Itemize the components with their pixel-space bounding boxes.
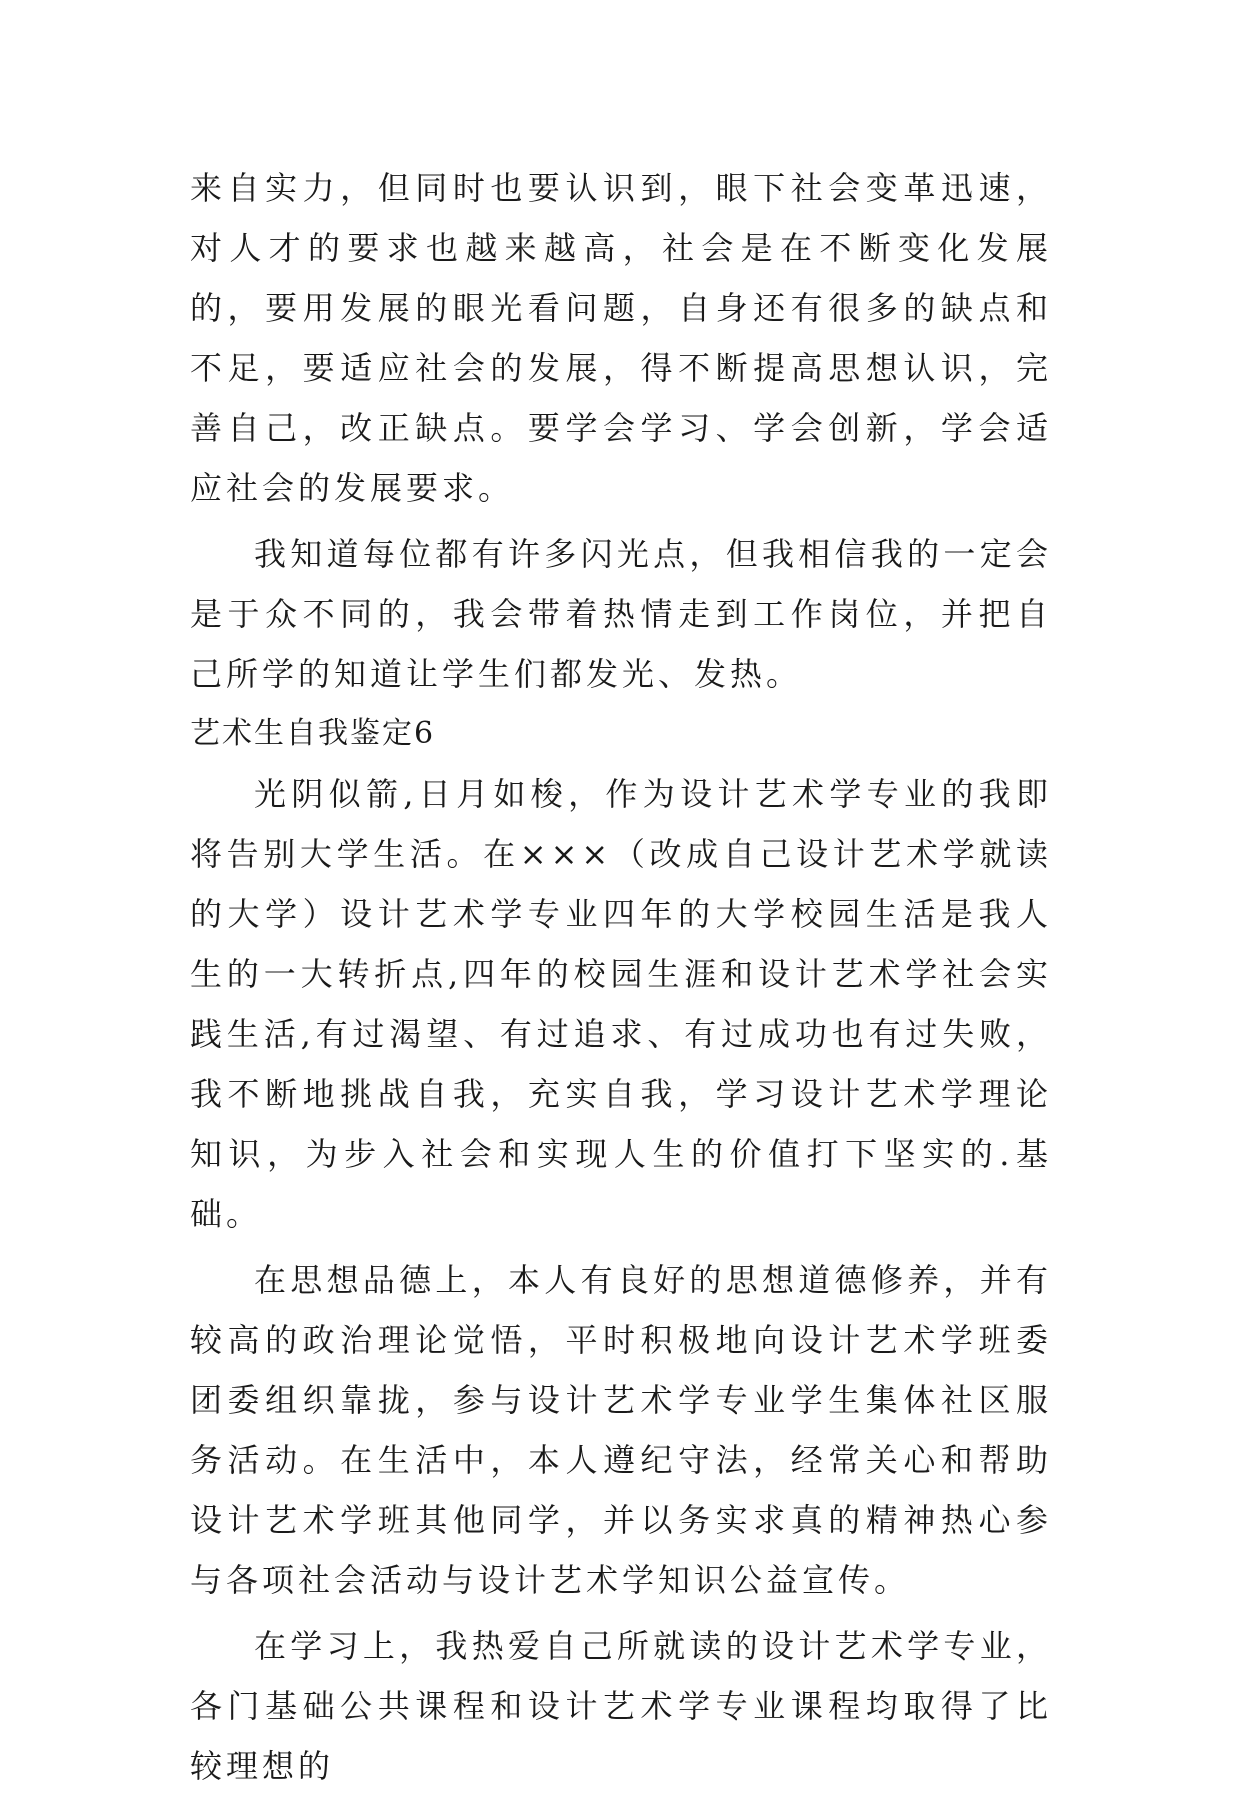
paragraph-moral: 在思想品德上，本人有良好的思想道德修养，并有较高的政治理论觉悟，平时积极地向设计艺术学班委团委组织靠拢，参与设计艺术学专业学生集体社区服务活动。在生活中，本人遵纪守法，经常关心和帮助设计艺术学班其他同学，并以务实求真的精神热心参与各项社会活动与设计艺术学知识公益宣传。 xyxy=(190,1261,1052,1599)
paragraph-highlights: 我知道每位都有许多闪光点，但我相信我的一定会是于众不同的，我会带着热情走到工作岗位，并把自己所学的知道让学生们都发光、发热。 xyxy=(190,535,1052,693)
section-heading: 艺术生自我鉴定6 xyxy=(190,716,436,751)
paragraph-study: 在学习上，我热爱自己所就读的设计艺术学专业，各门基础公共课程和设计艺术学专业课程均取得了比较理想的 xyxy=(190,1627,1052,1785)
paragraph-continued: 来自实力，但同时也要认识到，眼下社会变革迅速，对人才的要求也越来越高，社会是在不断变化发展的，要用发展的眼光看问题，自身还有很多的缺点和不足，要适应社会的发展，得不断提高思想认识，完善自己，改正缺点。要学会学习、学会创新，学会适应社会的发展要求。 xyxy=(190,169,1052,507)
document-body xyxy=(190,158,1052,1796)
paragraph-intro: 光阴似箭,日月如梭，作为设计艺术学专业的我即将告别大学生活。在×××（改成自己设计艺术学就读的大学）设计艺术学专业四年的大学校园生活是我人生的一大转折点,四年的校园生涯和设计艺术学社会实践生活,有过渴望、有过追求、有过成功也有过失败，我不断地挑战自我，充实自我，学习设计艺术学理论知识，为步入社会和实现人生的价值打下坚实的.基础。 xyxy=(190,775,1052,1233)
